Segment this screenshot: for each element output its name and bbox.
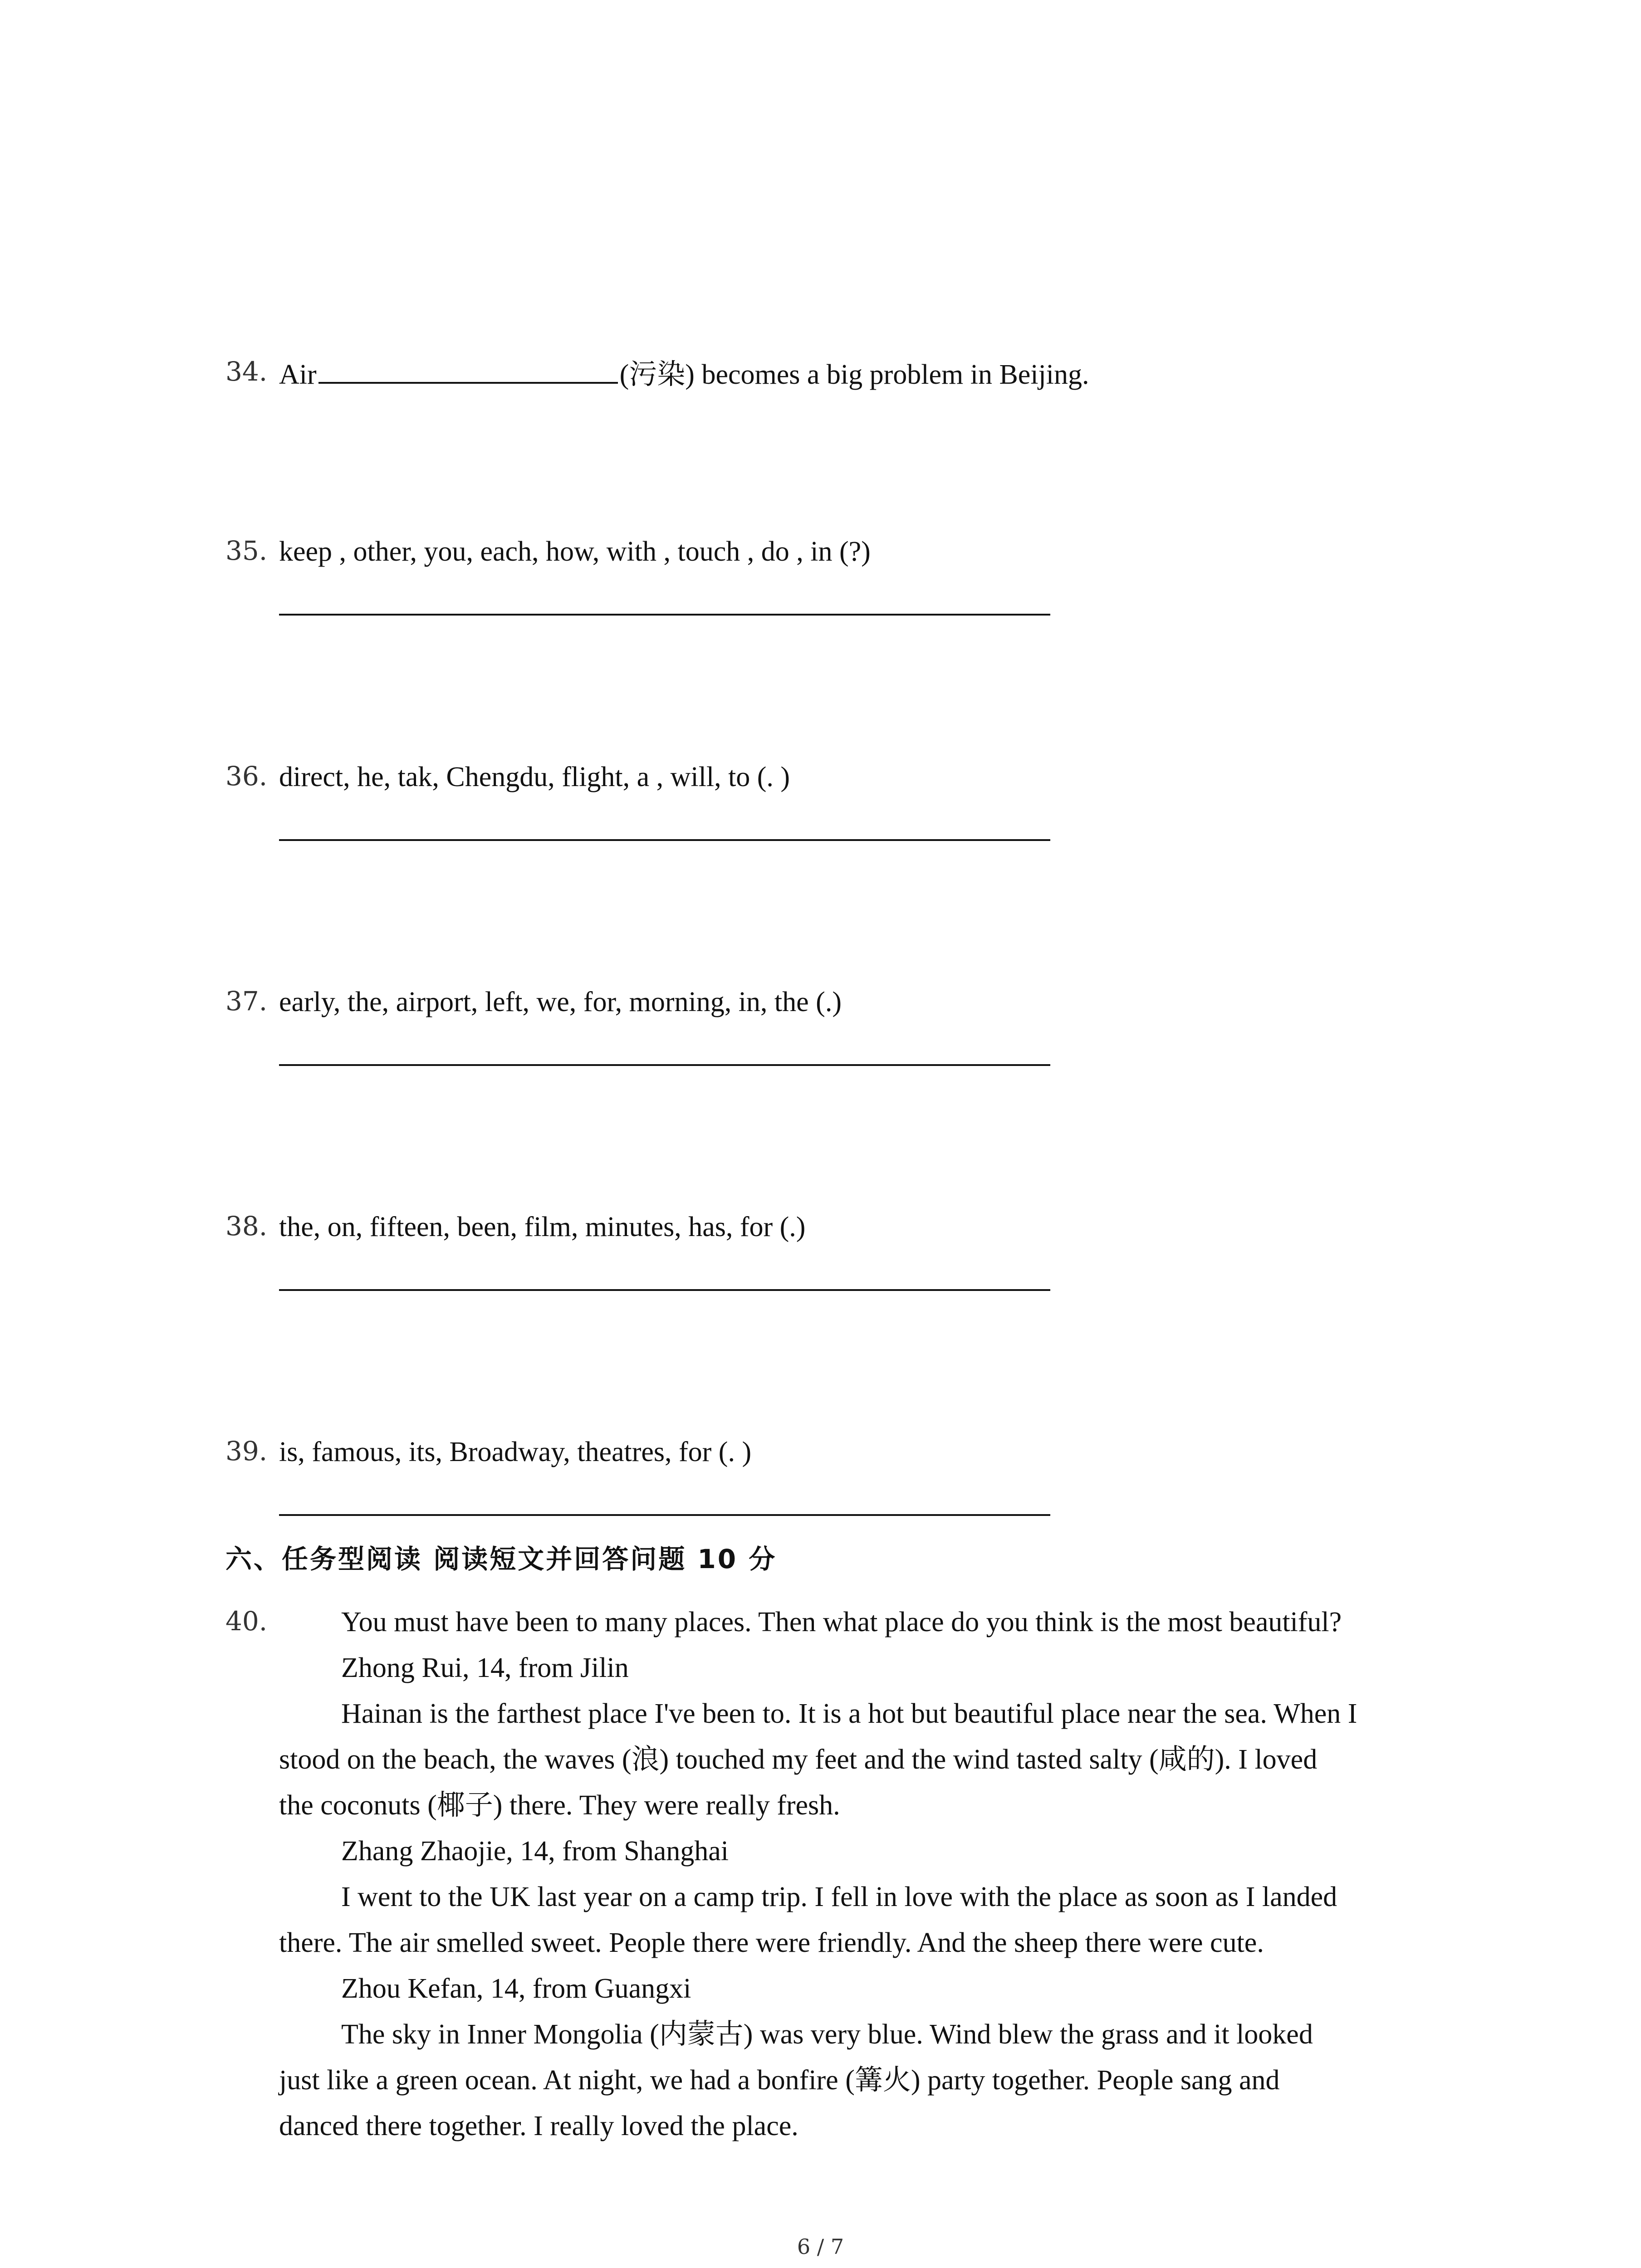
question-37-text: early, the, airport, left, we, for, morning, in, the (.) <box>279 987 842 1017</box>
question-37-answer-line[interactable] <box>279 1064 1050 1066</box>
passage-line: danced there together. I really loved the place. <box>279 2111 798 2141</box>
question-40-number: 40. <box>225 1606 268 1637</box>
passage-line: I went to the UK last year on a camp trip. I fell in love with the place as soon as I landed <box>341 1882 1337 1912</box>
question-38-number: 38. <box>225 1211 268 1242</box>
passage-line: there. The air smelled sweet. People there were friendly. And the sheep there were cute. <box>279 1927 1264 1958</box>
question-35-answer-line[interactable] <box>279 614 1050 616</box>
question-34-before: Air <box>279 359 317 390</box>
question-39-number: 39. <box>225 1436 268 1466</box>
passage-line: Hainan is the farthest place I've been to. It is a hot but beautiful place near the sea. When I <box>341 1698 1357 1729</box>
question-36-number: 36. <box>225 761 268 792</box>
section-six-heading: 六、任务型阅读 阅读短文并回答问题 10 分 <box>225 1544 777 1574</box>
question-35-number: 35. <box>225 535 268 566</box>
question-34-blank[interactable] <box>318 358 618 384</box>
question-38-text: the, on, fifteen, been, film, minutes, has, for (.) <box>279 1212 806 1242</box>
question-34-number: 34. <box>225 356 268 387</box>
question-35-text: keep , other, you, each, how, with , touch , do , in (?) <box>279 536 871 567</box>
question-37-number: 37. <box>225 986 268 1017</box>
question-38-answer-line[interactable] <box>279 1289 1050 1291</box>
question-39-answer-line[interactable] <box>279 1514 1050 1516</box>
page-number: 6 / 7 <box>797 2234 844 2259</box>
passage-author: Zhong Rui, 14, from Jilin <box>341 1652 629 1683</box>
question-34-after: (污染) becomes a big problem in Beijing. <box>619 359 1089 390</box>
passage-line: You must have been to many places. Then what place do you think is the most beautiful? <box>341 1607 1342 1637</box>
passage-line: just like a green ocean. At night, we had a bonfire (篝火) party together. People sang and <box>279 2065 1280 2096</box>
passage-author: Zhou Kefan, 14, from Guangxi <box>341 1973 691 2004</box>
question-36-answer-line[interactable] <box>279 839 1050 841</box>
passage-line: stood on the beach, the waves (浪) touched my feet and the wind tasted salty (咸的). I loved <box>279 1744 1318 1775</box>
passage-line: The sky in Inner Mongolia (内蒙古) was very blue. Wind blew the grass and it looked <box>341 2019 1313 2050</box>
question-34-text <box>279 358 1089 389</box>
question-39-text: is, famous, its, Broadway, theatres, for (. ) <box>279 1437 752 1467</box>
passage-author: Zhang Zhaojie, 14, from Shanghai <box>341 1836 729 1867</box>
question-36-text: direct, he, tak, Chengdu, flight, a , will, to (. ) <box>279 762 790 792</box>
passage-line: the coconuts (椰子) there. They were really fresh. <box>279 1790 840 1821</box>
